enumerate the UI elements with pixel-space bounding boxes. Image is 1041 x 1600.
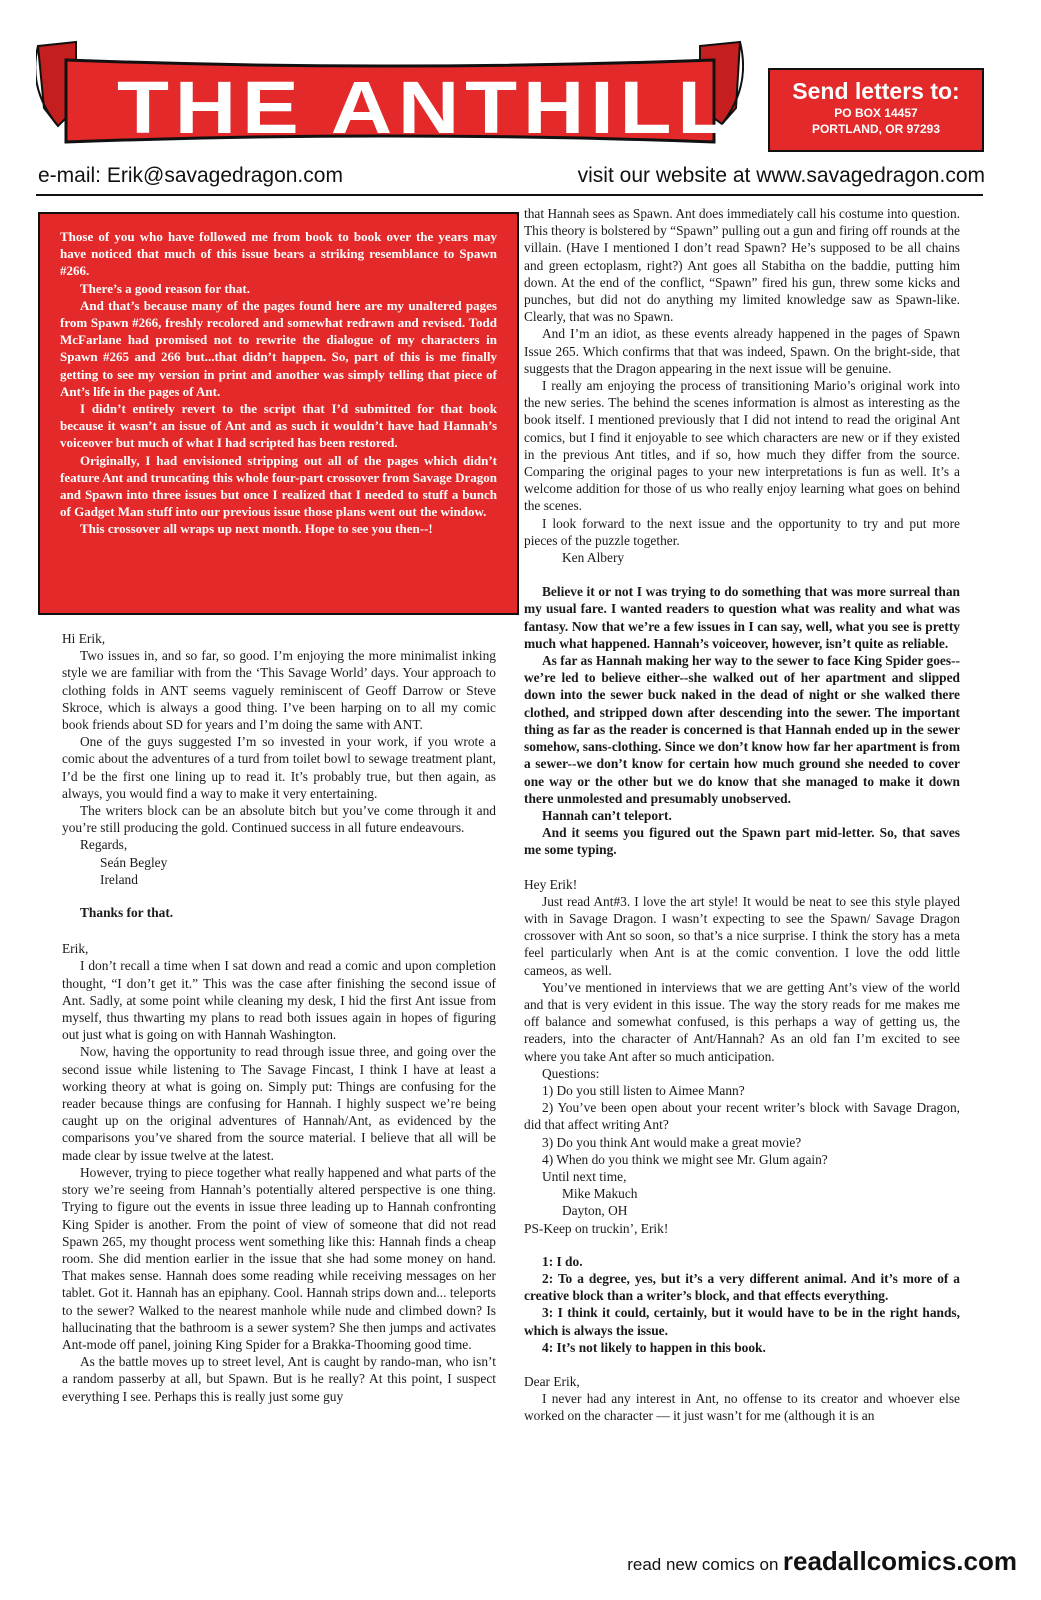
left-column [62,630,496,1405]
answer-item: 4: It’s not likely to happen in this book. [542,1339,766,1355]
letter-paragraph: I look forward to the next issue and the opportunity to try and put more pieces of the puzzle together. [524,515,960,548]
editorial-paragraph: And that’s because many of the pages found here are my unaltered pages from Spawn #266, freshly recolored and somewhat redrawn and revised. Todd McFarlane had promised not to rewrite the dialogue of my characters in Spawn #265 and 266 but...that didn’t happen. So, part of this is me finally getting to see my version in print and another was simply telling that piece of Ant’s life in the pages of Ant. [60,297,497,399]
letter-paragraph: One of the guys suggested I’m so invested in your work, if you wrote a comic about the adventures of a turd from toilet bowl to sewage treatment plant, I’d be the first one lining up to read it. It’s probably true, but then again, as always, you would find a way to make it very entertaining. [62,734,496,801]
letter-signoff: Regards, [80,837,128,853]
letter-greeting: Dear Erik, [524,1374,580,1389]
letter-author: Mike Makuch [562,1186,638,1202]
letter-continuation: that Hannah sees as Spawn. Ant does immediately call his costume into question. This theory is bolstered by “Spawn” pulling out a gun and firing off rounds at the villain. (Have I mentioned I don’t read Spawn? He’s supposed to be all chains and green ectoplasm, right?) Ant goes all Stabitha on the baddie, putting him down. At the end of the conflict, “Spawn” fired his gun, threw some kicks and punches, but did not do anything my limited knowledge saw as Spawn-like. Clearly, that was no Spawn. [524,206,960,325]
letter-paragraph: And I’m an idiot, as these events already happened in the pages of Spawn Issue 265. Which confirms that that was indeed, Spawn. On the bright-side, that suggests that the Dragon appearing in the next issue will be genuine. [524,326,960,376]
letter-author: Ken Albery [562,550,625,566]
email-contact[interactable]: e-mail: Erik@savagedragon.com [38,164,343,187]
letter-greeting: Hey Erik! [524,876,578,892]
site-watermark[interactable] [627,1546,1017,1577]
letter-greeting: Hi Erik, [62,631,106,646]
question-item: 1) Do you still listen to Aimee Mann? [542,1082,745,1098]
question-item: 2) You’ve been open about your recent writer’s block with Savage Dragon, did that affect writing Ant? [524,1100,960,1133]
letter-paragraph: Just read Ant#3. I love the art style! It would be neat to see this style played with in Savage Dragon. I wasn’t expecting to see the Spawn/ Savage Dragon crossover with Ant so soon, so that’s a nice surprise. I think the story has a meta feel particularly when Ant is at the comic convention. I love the odd little cameos, as well. [524,893,960,978]
question-item: 3) Do you think Ant would make a great movie? [542,1134,802,1150]
editorial-paragraph: I didn’t entirely revert to the script that I’d submitted for that book because it wasn’t an issue of Ant and as such it wouldn’t have had Hannah’s voiceover but much of what I had scripted has been restored. [60,401,497,451]
letter-paragraph: However, trying to piece together what really happened and what parts of the story we’re seeing from Hannah’s potentially altered perspective is one thing. Trying to figure out the events in issue three leading up to Hannah confronting King Spider is another. From the point of view of someone that did not read Spawn 265, my thought process went something like this: Hannah finds a cheap room. She did mention earlier in the issue that she had some money on hand. That makes sense. Hannah does some reading while receiving messages on her tablet. Got it. Hannah has an epiphany. Cool. Hannah strips down and... teleports to the sewer? Walked to the nearest manhole while nude and climbed down? Is hallucinating that the bathroom is a sewer system? She then jumps and activates Ant-mode off panel, joining King Spider for a Brakka-Thooming good time. [62,1164,496,1352]
editorial-paragraph: Those of you who have followed me from book to book over the years may have noticed that much of this issue bears a striking resemblance to Spawn #266. [60,229,497,279]
editor-reply: Hannah can’t teleport. [542,807,672,823]
watermark-prefix: read new comics on [627,1555,779,1574]
letters-heading: Send letters to: [792,78,960,104]
letter-paragraph: Now, having the opportunity to read through issue three, and going over the second issue while listening to The Savage Fincast, I think I have at least a working theory at what is going on. Simply put: Things are confusing for the reader because things are confusing for Hannah. I highly suspect we’re being caught up on the original adventures of Hannah/Ant, as evidenced by the comparisons you’ve shared from the source material. I believe that all will be made clear by issue twelve at the latest. [62,1044,496,1163]
editorial-paragraph: There’s a good reason for that. [80,280,250,296]
address-line-1: PO BOX 14457 [834,106,918,120]
questions-label: Questions: [542,1065,600,1081]
letter-postscript: PS-Keep on truckin’, Erik! [524,1220,669,1236]
letter-paragraph: I never had any interest in Ant, no offense to its creator and whoever else worked on the character — it just wasn’t for me (although it is an [524,1391,960,1424]
letter-author: Seán Begley [100,854,168,870]
answer-item: 1: I do. [542,1253,583,1269]
letter-paragraph: The writers block can be an absolute bitch but you’ve come through it and you’re still producing the gold. Continued success in all future endeavours. [62,803,496,836]
letter-location: Ireland [100,871,138,887]
letter-paragraph: I really am enjoying the process of transitioning Mario’s original work into the new series. The behind the scenes information is almost as interesting as the book itself. I mentioned previously that I did not intend to read the original Ant comics, but I find it enjoyable to see which characters are new or if they existed in the previous Ant titles, and if so, how much they differ from the source. Comparing the original pages to your new interpretations is fun as well. It’s a welcome addition for those of us who really enjoy learning what goes on behind the scenes. [524,378,960,514]
letter-paragraph: You’ve mentioned in interviews that we are getting Ant’s view of the world and that is very evident in this issue. The way the story reads for me makes me off balance and somewhat confused, is this perhaps a way of getting us, the readers, into the character of Ant/Hannah? As an old fan I’m excited to see where you take Ant after so much anticipation. [524,979,960,1064]
editor-reply: As far as Hannah making her way to the sewer to face King Spider goes--we’re led to believe either--she walked out of her apartment and slipped down into the sewer buck naked in the dead of night or she walked there clothed, and stripped down after descending into the sewer. The important thing as far as the reader is concerned is that Hannah ended up in the sewer somehow, sans-clothing. Since we don’t know how far her apartment is from a sewer--we don’t know for certain how much ground she needed to cover one way or the other but we do know that she managed to make it down there unmolested and presumably unobserved. [524,653,960,806]
answer-item: 3: I think it could, certainly, but it would have to be in the right hands, which is always the issue. [524,1305,960,1338]
editorial-paragraph: This crossover all wraps up next month. Hope to see you then--! [80,521,433,537]
right-column [524,205,960,1425]
website-link[interactable]: visit our website at www.savagedragon.com [577,164,985,187]
address-line-2: PORTLAND, OR 97293 [811,122,941,136]
editor-reply: And it seems you figured out the Spawn part mid-letter. So, that saves me some typing. [524,825,960,858]
page-title: THE ANTHILL [117,66,735,149]
letter-location: Dayton, OH [562,1203,628,1219]
letter-paragraph: Two issues in, and so far, so good. I’m enjoying the more minimalist inking style we are familiar with from the ‘This Savage World’ days. Your approach to clothing folds in ANT seems vaguely reminiscent of Geoff Darrow or Steve Skroce, which is always a good thing. I’ve been harping on to all my comic book friends about SD for years and I’m doing the same with ANT. [62,648,496,733]
editor-reply: Thanks for that. [80,905,174,921]
header-divider [36,194,983,196]
letter-paragraph: As the battle moves up to street level, Ant is caught by rando-man, who isn’t a random passerby at all, but Spawn. But is he really? At this point, I suspect everything I see. Perhaps this is really just some guy [62,1354,496,1404]
question-item: 4) When do you think we might see Mr. Glum again? [542,1151,828,1167]
answer-item: 2: To a degree, yes, but it’s a very different animal. And it’s more of a creative block than a writer’s block, and that effects everything. [524,1270,960,1304]
letter-greeting: Erik, [62,941,89,957]
editorial-paragraph: Originally, I had envisioned stripping out all of the pages which didn’t feature Ant and truncating this whole four-part crossover from Savage Dragon and Spawn into three issues but once I realized that I needed to stuff a bunch of Gadget Man stuff into our previous issue those plans went out the window. [60,452,497,520]
editor-reply: Believe it or not I was trying to do something that was more surreal than my usual fare. I wanted readers to question what was reality and what was fantasy. Now that we’re a few issues in I can say, well, what you see is pretty much what happened. Hannah’s voiceover, however, isn’t quite as reliable. [524,584,960,651]
letter-signoff: Until next time, [542,1168,627,1184]
editorial-box [38,212,519,615]
letter-paragraph: I don’t recall a time when I sat down and read a comic and upon completion thought, “I don’t get it.” This was the case after finishing the second issue of Ant. Sadly, at some point while cleaning my desk, I hid the first Ant issue from myself, thus thwarting my plans to read both issues again in hopes of figuring out just what is going on with Hannah Washington. [62,958,496,1043]
send-letters-box [768,68,984,152]
anthill-banner [36,38,744,149]
watermark-site: readallcomics.com [782,1546,1017,1576]
